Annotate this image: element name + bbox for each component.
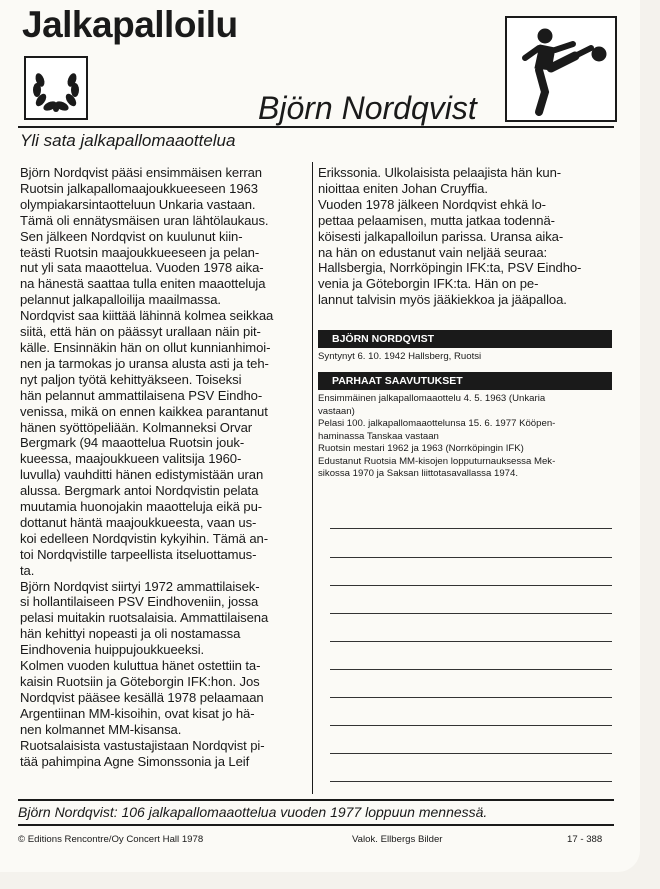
player-name: Björn Nordqvist bbox=[258, 90, 477, 126]
article-right-column: Erikssonia. Ulkolaisista pelaajista hän kun- nioittaa eniten Johan Cruyffia. Vuoden 1978 jälkeen Nordqvist ehkä lo- pettaa pelaamisen, mutta jatkaa todennä- köisesti jalkapalloilun parissa. Uransa aika- na hän on edustanut vain neljää seuraa: Hallsbergia, Norrköpingin IFK:ta, PSV Eindho- venia ja Göteborgin IFK:ta. Hän on pe- lannut talvisin myös jääkiekkoa ja jääpalloa. bbox=[318, 165, 582, 308]
writing-line bbox=[330, 725, 612, 726]
card-title: Jalkapalloilu bbox=[22, 4, 238, 45]
column-divider bbox=[312, 162, 313, 794]
photo-credit: Valok. Ellbergs Bilder bbox=[352, 834, 443, 845]
footballer-kicking-icon bbox=[505, 16, 617, 122]
writing-line bbox=[330, 753, 612, 754]
writing-line bbox=[330, 669, 612, 670]
writing-line bbox=[330, 641, 612, 642]
achievements-heading: PARHAAT SAAVUTUKSET bbox=[318, 372, 612, 390]
writing-line bbox=[330, 781, 612, 782]
writing-line bbox=[330, 585, 612, 586]
copyright: © Editions Rencontre/Oy Concert Hall 1978 bbox=[18, 834, 204, 845]
writing-line bbox=[330, 557, 612, 558]
footer-quote: Björn Nordqvist: 106 jalkapallomaaottelua vuoden 1977 loppuun mennessä. bbox=[18, 804, 488, 820]
writing-line bbox=[330, 697, 612, 698]
footer-rule-top bbox=[18, 799, 614, 801]
article-subtitle: Yli sata jalkapallomaaottelua bbox=[20, 131, 236, 150]
writing-line bbox=[330, 528, 612, 529]
footer-rule-bottom bbox=[18, 824, 614, 826]
article-left-column: Björn Nordqvist pääsi ensimmäisen kerran Ruotsin jalkapallomaajoukkueeseen 1963 olympiakarsintaotteluun Unkaria vastaan. Tämä oli ennätysmäisen uran lähtölaukaus. Sen jälkeen Nordqvist on kuulunut kiin- teästi Ruotsin maajoukkueeseen ja pelan- nut yli sata maaottelua. Vuoden 1978 aika- na hänestä saattaa tulla eniten maaotteluja pelannut jalkapalloilija maailmassa. Nordqvist saa kiittää lähinnä kolmea seikkaa siitä, että hän on päässyt urallaan näin pit- källe. Ensinnäkin hän on ollut kunnianhimoi- nen ja tarmokas jo uransa alusta asti ja teh- nyt paljon työtä kehittyäkseen. Toiseksi hän pelannut ammattilaisena PSV Eindho- venissa, mikä on ennen kaikkea parantanut hänen syöttöpeliään. Kolmanneksi Orvar Bergmark (94 maaottelua Ruotsin jouk- kueessa, maajoukkueen valitsija 1960- luvulla) vauhditti hänen edistymistään uran alussa. Bergmark antoi Nordqvistin pelata muutamia huonojakin maaotteluja eikä pu- dottanut häntä maajoukkueesta, vaan us- koi edelleen Nordqvistin kykyihin. Tämä an- toi Nordqvistille tarpeellista itseluottamus- ta. Björn Nordqvist siirtyi 1972 ammattilaisek- si hollantilaiseen PSV Eindhoveniin, jossa pelasi muitakin ruotsalaisia. Ammattilaisena hän kehittyi nopeasti ja oli nostamassa Eindhovenia huippujoukkueeksi. Kolmen vuoden kuluttua hänet ostettiin ta- kaisin Ruotsiin ja Göteborgin IFK:hon. Jos Nordqvist pääsee kesällä 1978 pelaamaan Argentiinan MM-kisoihin, ovat kisat jo hä- nen kolmannet MM-kisansa. Ruotsalaisista vastustajistaan Nordqvist pi- tää pahimpina Agne Simonssonia ja Leif bbox=[20, 165, 274, 769]
card-number: 17 - 388 bbox=[567, 834, 603, 845]
achievements-list: Ensimmäinen jalkapallomaaottelu 4. 5. 1963 (Unkaria vastaan) Pelasi 100. jalkapallomaaottelunsa 15. 6. 1977 Kööpen- haminassa Tanskaa vastaan Ruotsin mestari 1962 ja 1963 (Norrköpingin IFK) Edustanut Ruotsia MM-kisojen lopputurnauksessa Mek- sikossa 1970 ja Saksan liittotasavallassa 1974. bbox=[318, 393, 556, 479]
facts-heading: BJÖRN NORDQVIST bbox=[318, 330, 612, 348]
birth-info: Syntynyt 6. 10. 1942 Hallsberg, Ruotsi bbox=[318, 351, 482, 362]
header-rule bbox=[18, 126, 614, 128]
writing-line bbox=[330, 613, 612, 614]
laurel-wreath-icon bbox=[24, 56, 88, 120]
